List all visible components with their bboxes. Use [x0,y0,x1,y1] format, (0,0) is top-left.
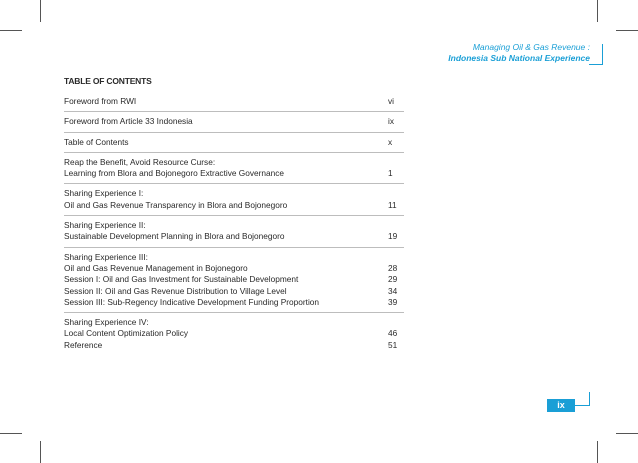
toc-entry-line [64,328,404,339]
toc-entry-line [64,297,404,308]
toc-entry [64,252,404,313]
toc-entry-line [64,157,404,168]
toc-entry-text: Sharing Experience I: [64,188,144,199]
toc-page-number: 34 [388,285,398,296]
toc-entry-text: Local Content Optimization Policy [64,328,189,339]
toc-entry-text: Oil and Gas Revenue Transparency in Blora and Bojonegoro [64,199,288,210]
toc-entry-text: Sharing Experience II: [64,220,146,231]
toc-entry-text: Foreword from Article 33 Indonesia [64,116,193,127]
toc-entry [64,157,404,185]
toc-entry-text: Reference [64,339,103,350]
toc-entry-line [64,274,404,285]
toc-entry-line [64,263,404,274]
toc-divider [64,132,404,133]
toc-entry-text: Foreword from RWI [64,96,137,106]
toc-page-number: 46 [388,328,398,339]
toc-page-number: vi [388,96,394,106]
toc-page-number: 51 [388,339,398,350]
toc-page-number: 39 [388,296,398,307]
crop-mark [597,441,598,463]
header-accent-line [589,44,603,65]
crop-mark [0,433,22,434]
toc-entry-line [64,317,404,328]
toc-entry [64,96,404,112]
toc-page-number: 1 [388,168,393,179]
toc-entry-text: Sustainable Development Planning in Blora and Bojonegoro [64,231,285,242]
header-subtitle: Indonesia Sub National Experience [448,53,590,63]
crop-mark [40,441,41,463]
page-number-badge: ix [547,399,575,412]
toc-page-number: x [388,136,393,147]
toc-entry-text: Oil and Gas Revenue Management in Bojonegoro [64,262,248,273]
toc-heading: TABLE OF CONTENTS [64,76,152,86]
toc-entry-line [64,200,404,211]
toc-entry-line [64,252,404,263]
toc-entry-text: Session III: Sub-Regency Indicative Development Funding Proportion [64,296,320,307]
toc-page-number: ix [388,116,394,127]
toc-entry-line [64,168,404,179]
toc-divider [64,152,404,153]
crop-mark [616,30,638,31]
toc-entry-text: Learning from Blora and Bojonegoro Extractive Governance [64,168,284,179]
badge-accent-line [589,392,590,406]
toc-entry-line [64,96,404,107]
toc-entry-text: Sharing Experience III: [64,251,148,262]
crop-mark [0,30,22,31]
toc-entry-text: Session II: Oil and Gas Revenue Distribution to Village Level [64,285,287,296]
table-of-contents [64,96,404,351]
toc-entry-line [64,188,404,199]
toc-page-number: 28 [388,262,398,273]
running-header [448,42,590,64]
toc-page-number: 11 [388,199,397,210]
badge-accent-line [575,405,589,406]
header-title: Managing Oil & Gas Revenue : [472,42,590,52]
toc-page-number: 19 [388,231,398,242]
toc-entry-text: Sharing Experience IV: [64,317,149,328]
toc-entry [64,116,404,132]
crop-mark [616,433,638,434]
toc-entry-text: Table of Contents [64,136,129,147]
toc-entry-line [64,231,404,242]
toc-page-number: 29 [388,274,398,285]
toc-divider [64,215,404,216]
toc-entry-line [64,340,404,351]
toc-entry-text: Reap the Benefit, Avoid Resource Curse: [64,156,216,167]
toc-entry [64,220,404,248]
crop-mark [40,0,41,22]
toc-divider [64,247,404,248]
toc-entry [64,137,404,153]
toc-entry-line [64,286,404,297]
toc-divider [64,183,404,184]
toc-divider [64,111,404,112]
toc-entry-line [64,116,404,127]
toc-entry-line [64,220,404,231]
toc-divider [64,312,404,313]
crop-mark [597,0,598,22]
toc-entry-text: Session I: Oil and Gas Investment for Sustainable Development [64,274,299,285]
toc-entry-line [64,137,404,148]
toc-entry [64,188,404,216]
toc-entry [64,317,404,351]
